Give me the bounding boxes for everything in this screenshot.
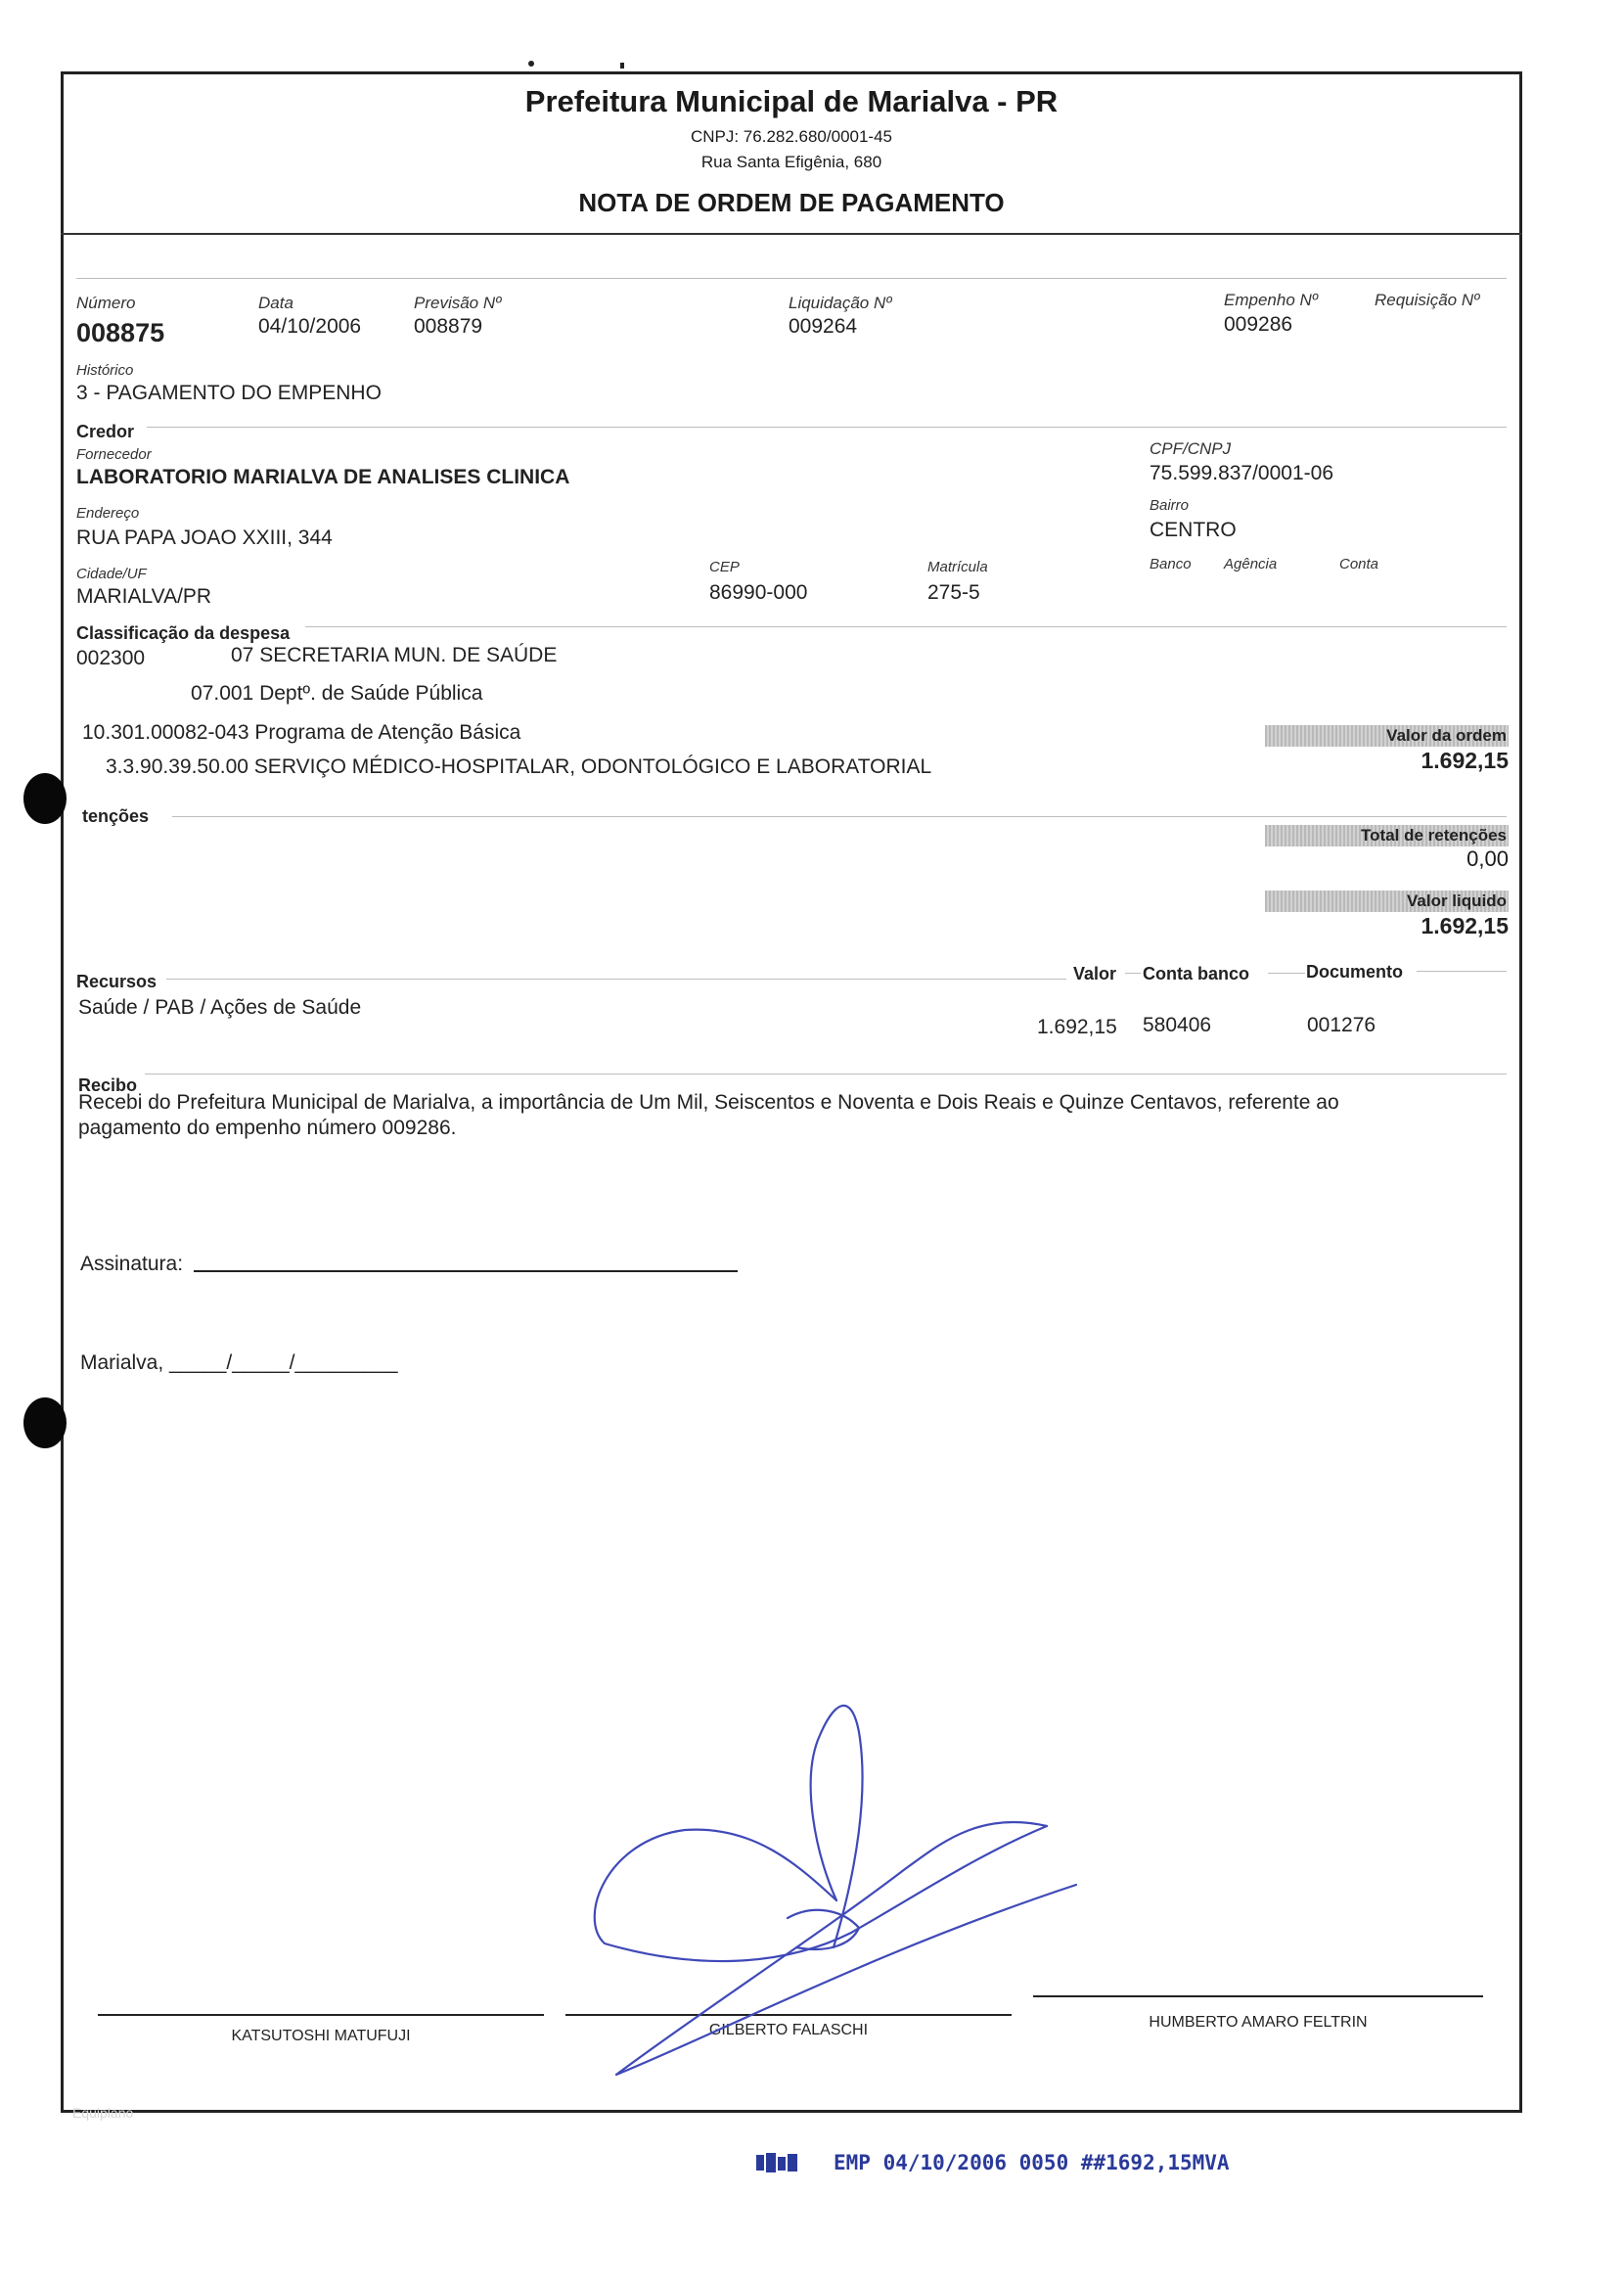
recibo-text-line-2: pagamento do empenho número 009286. — [78, 1117, 457, 1139]
numero-label: Número — [76, 294, 136, 312]
punch-hole-mark — [23, 1397, 67, 1448]
cnpj-line: CNPJ: 76.282.680/0001-45 — [690, 127, 893, 146]
cep-label: CEP — [709, 559, 740, 575]
liquidacao-value: 009264 — [789, 315, 858, 338]
recursos-section-title: Recursos — [76, 972, 158, 991]
local-data-line: Marialva, _____/_____/_________ — [80, 1351, 398, 1374]
footer-note: Equiplano — [72, 2105, 134, 2121]
punch-hole-mark — [23, 773, 67, 824]
signatory-3-name: HUMBERTO AMARO FELTRIN — [1149, 2014, 1368, 2031]
total-retencoes-value: 0,00 — [1466, 846, 1509, 871]
valor-ordem-value: 1.692,15 — [1421, 748, 1509, 773]
bairro-label: Bairro — [1150, 497, 1190, 514]
recibo-section-title: Recibo — [78, 1075, 138, 1095]
matricula-label: Matrícula — [927, 559, 988, 575]
total-retencoes-label: Total de retenções — [1265, 825, 1509, 846]
fornecedor-label: Fornecedor — [76, 446, 152, 463]
documento-label: Documento — [1306, 962, 1403, 982]
divider — [1125, 973, 1141, 974]
header-divider — [61, 233, 1522, 235]
scan-speck — [528, 61, 534, 67]
recursos-descricao: Saúde / PAB / Ações de Saúde — [78, 996, 362, 1019]
matricula-value: 275-5 — [927, 581, 980, 604]
divider — [166, 979, 1066, 980]
cidade-value: MARIALVA/PR — [76, 585, 212, 608]
requisicao-label: Requisição Nº — [1375, 291, 1480, 309]
liquidacao-label: Liquidação Nº — [789, 294, 892, 312]
signature-line-1 — [98, 2014, 544, 2016]
endereco-value: RUA PAPA JOAO XXIII, 344 — [76, 526, 333, 549]
classificacao-line-4: 3.3.90.39.50.00 SERVIÇO MÉDICO-HOSPITALAR, ODONTOLÓGICO E LABORATORIAL — [106, 755, 932, 778]
payment-stamp: EMP 04/10/2006 0050 ##1692,15MVA — [834, 2151, 1230, 2174]
classificacao-line-2: 07.001 Deptº. de Saúde Pública — [191, 682, 483, 705]
divider — [172, 816, 1507, 817]
classificacao-section-title: Classificação da despesa — [76, 623, 291, 643]
cpf-label: CPF/CNPJ — [1150, 439, 1232, 458]
divider — [76, 278, 1507, 279]
divider — [1268, 973, 1305, 974]
data-value: 04/10/2006 — [258, 315, 362, 338]
fornecedor-value: LABORATORIO MARIALVA DE ANALISES CLINICA — [76, 466, 570, 488]
endereco-label: Endereço — [76, 505, 140, 522]
valor-liquido-label: Valor liquido — [1265, 891, 1509, 912]
empenho-label: Empenho Nº — [1224, 291, 1318, 309]
signatory-2-name: GILBERTO FALASCHI — [708, 2022, 869, 2038]
scan-speck — [620, 63, 624, 69]
address-line: Rua Santa Efigênia, 680 — [700, 153, 882, 171]
previsao-value: 008879 — [414, 315, 483, 338]
divider — [1417, 971, 1507, 972]
divider — [147, 427, 1507, 428]
previsao-label: Previsão Nº — [414, 294, 502, 312]
signatory-1-name: KATSUTOSHI MATUFUJI — [231, 2028, 411, 2044]
classificacao-line-1: 07 SECRETARIA MUN. DE SAÚDE — [231, 644, 558, 666]
empenho-value: 009286 — [1224, 313, 1293, 336]
agencia-label: Agência — [1224, 556, 1278, 572]
recursos-valor: 1.692,15 — [1037, 1016, 1117, 1038]
retencoes-section-title: tenções — [82, 806, 150, 826]
numero-value: 008875 — [76, 318, 165, 347]
data-label: Data — [258, 294, 293, 312]
page-title: Prefeitura Municipal de Marialva - PR — [524, 84, 1059, 118]
handwritten-signature — [587, 1693, 1096, 2084]
banco-label: Banco — [1150, 556, 1192, 572]
conta-banco-label: Conta banco — [1143, 964, 1250, 983]
stamp-logo-icon — [755, 2151, 798, 2174]
signature-line-3 — [1033, 1995, 1483, 1997]
recursos-conta-banco: 580406 — [1143, 1014, 1212, 1036]
assinatura-label: Assinatura: — [80, 1253, 184, 1275]
bairro-value: CENTRO — [1150, 519, 1237, 541]
cpf-value: 75.599.837/0001-06 — [1150, 462, 1334, 484]
classificacao-line-3: 10.301.00082-043 Programa de Atenção Básica — [82, 721, 521, 744]
assinatura-line — [194, 1270, 738, 1272]
historico-label: Histórico — [76, 362, 134, 379]
recibo-text-line-1: Recebi do Prefeitura Municipal de Marialva, a importância de Um Mil, Seiscentos e Noventa e Dois Reais e Quinze Centavos, referente ao — [78, 1091, 1339, 1114]
recursos-documento: 001276 — [1307, 1014, 1376, 1036]
recursos-valor-label: Valor — [1073, 964, 1117, 983]
valor-liquido-value: 1.692,15 — [1421, 913, 1509, 938]
cep-value: 86990-000 — [709, 581, 808, 604]
classificacao-code: 002300 — [76, 647, 146, 669]
credor-section-title: Credor — [76, 422, 135, 441]
document-type-title: NOTA DE ORDEM DE PAGAMENTO — [578, 188, 1005, 217]
conta-label: Conta — [1339, 556, 1379, 572]
divider — [305, 626, 1507, 627]
valor-ordem-label: Valor da ordem — [1265, 725, 1509, 747]
cidade-label: Cidade/UF — [76, 566, 147, 582]
historico-value: 3 - PAGAMENTO DO EMPENHO — [76, 382, 382, 404]
